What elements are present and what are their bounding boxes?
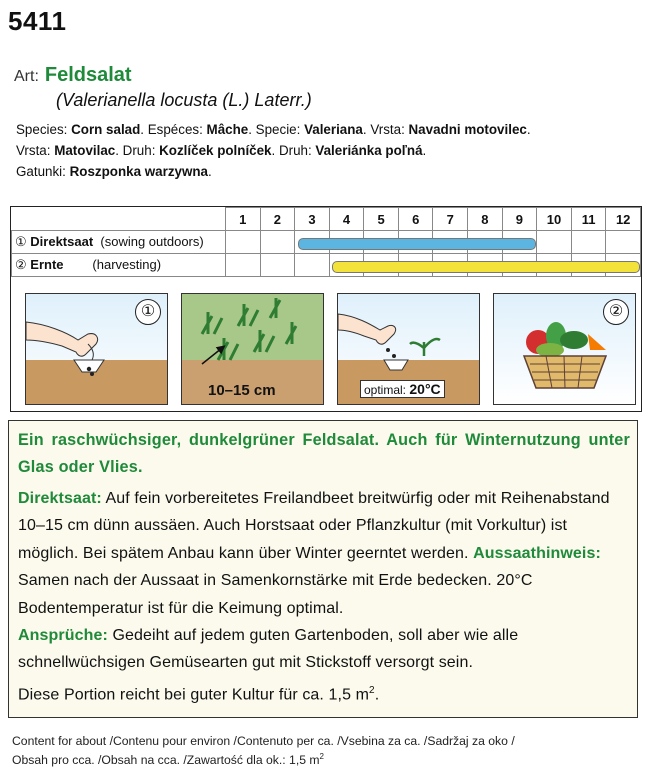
- month-11: 11: [571, 208, 606, 231]
- species-line-2: Vrsta: Matovilac. Druh: Kozlíček polníček. Druh: Valeriánka poľná.: [16, 143, 427, 158]
- ansprueche-heading: Ansprüche:: [18, 627, 108, 645]
- month-9: 9: [502, 208, 537, 231]
- product-number: 5411: [8, 6, 67, 36]
- spacing-label: 10–15 cm: [208, 382, 276, 399]
- germination-illustration: [337, 293, 480, 405]
- description-box: [8, 420, 638, 718]
- direktsaat-heading: Direktsaat:: [18, 490, 102, 507]
- spacing-illustration: [181, 293, 324, 405]
- aussaathinweis-heading: Aussaathinweis:: [473, 544, 601, 562]
- month-2: 2: [260, 208, 295, 231]
- month-4: 4: [329, 208, 364, 231]
- month-6: 6: [398, 208, 433, 231]
- harvest-badge: ②: [603, 299, 629, 325]
- art-row: [14, 64, 132, 87]
- description-body: Direktsaat: Auf fein vorbereitetes Freilandbeet breitwürfig oder mit Reihenabstand 10–15 cm dünn aussäen. Auch Horstsaat oder Pflanzkultur (mit Vorkultur) ist möglich. Bei spätem Anbau kann über Winter geerntet werden. Aussaathinweis: Samen nach der Aussaat in Samenkornstärke mit Erde bedecken. 20°C Bodentemperatur ist für die Keimung optimal. Ansprüche: Gedeiht auf jedem guten Gartenboden, soll aber wie alle schnellwüchsigen Gemüsearten gut mit Stickstoff versorgt sein. Diese Portion reicht bei guter Kultur für ca. 1,5 $m^2$.: [18, 490, 610, 704]
- sowing-badge: ①: [135, 299, 161, 325]
- sowing-row-label: ① Direktsaat (sowing outdoors): [12, 231, 226, 254]
- species-line-3: Gatunki: Roszponka warzywna.: [16, 164, 212, 179]
- month-8: 8: [468, 208, 503, 231]
- sowing-illustration: [25, 293, 168, 405]
- harvest-period-bar: [332, 261, 639, 273]
- footer-line-1: Content for about /Contenu pour environ /Contenuto per ca. /Vsebina za ca. /Sadržaj za oko /: [12, 734, 515, 748]
- portion-text: Diese Portion reicht bei guter Kultur für ca. 1,5 m: [18, 686, 370, 704]
- month-1: 1: [226, 208, 261, 231]
- sowing-period-bar: [298, 238, 536, 250]
- calendar-month-row: [12, 208, 641, 231]
- month-10: 10: [537, 208, 572, 231]
- species-line-1: Species: Corn salad. Espéces: Mâche. Specie: Valeriana. Vrsta: Navadni motovilec.: [16, 122, 531, 137]
- sowing-calendar: [10, 206, 642, 412]
- footer-line-2: Obsah pro cca. /Obsah na cca. /Zawartość dla ok.: 1,5 $m^2$: [12, 752, 324, 768]
- art-name: Feldsalat: [44, 64, 132, 86]
- art-label: Art:: [14, 68, 39, 85]
- month-7: 7: [433, 208, 468, 231]
- optimal-temp-label: optimal: 20°C: [360, 380, 445, 398]
- month-5: 5: [364, 208, 399, 231]
- description-intro: Ein raschwüchsiger, dunkelgrüner Feldsalat. Auch für Winternutzung unter Glas oder Vlies.: [18, 431, 630, 476]
- month-3: 3: [295, 208, 330, 231]
- harvest-illustration: [493, 293, 636, 405]
- month-12: 12: [606, 208, 641, 231]
- harvest-row-label: ② Ernte (harvesting): [12, 254, 226, 277]
- latin-name: (Valerianella locusta (L.) Laterr.): [56, 90, 312, 110]
